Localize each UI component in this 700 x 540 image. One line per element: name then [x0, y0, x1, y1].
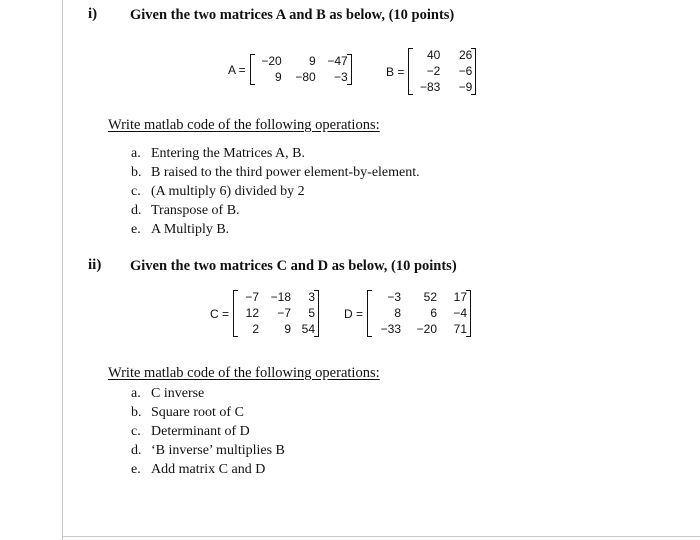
matrix-d-body [367, 290, 471, 337]
matrix-a-cell: 9 [309, 54, 316, 68]
task-label: a. [131, 146, 141, 161]
task-text: Entering the Matrices A, B. [151, 146, 305, 161]
question-1-number: i) [88, 6, 98, 22]
question-2-instruction: Write matlab code of the following operations: [108, 365, 380, 381]
task-label: a. [131, 386, 141, 401]
task-label: b. [131, 165, 142, 180]
matrix-a-cell: −20 [261, 54, 282, 68]
frame-bottom-line [62, 536, 700, 537]
matrix-d-cell: 52 [423, 290, 438, 304]
question-1-task-d [131, 203, 240, 219]
matrix-a-cell: −47 [327, 54, 348, 68]
task-text: C inverse [151, 386, 205, 401]
task-label: d. [131, 443, 142, 458]
question-2-task-a [131, 386, 204, 402]
matrix-c-cell: 5 [308, 306, 316, 320]
matrix-c-name: C = [210, 306, 230, 321]
matrix-a-cell: −3 [334, 70, 348, 84]
task-label: e. [131, 462, 141, 477]
matrix-b-cell: 26 [459, 48, 473, 62]
task-text: Determinant of D [151, 424, 250, 439]
question-2-task-b [131, 405, 244, 421]
task-text: A Multiply B. [151, 222, 230, 237]
question-2-title: Given the two matrices C and D as below, (10 points) [130, 258, 457, 274]
matrix-a [228, 54, 352, 85]
matrix-a-body [250, 54, 352, 85]
matrix-c-cell: −7 [277, 306, 292, 320]
matrix-b-cell: −2 [426, 64, 441, 78]
task-text: (A multiply 6) divided by 2 [151, 184, 305, 199]
matrix-d-cell: 6 [430, 306, 438, 320]
question-2-task-c [131, 424, 250, 440]
matrix-d-cell: 71 [453, 322, 468, 336]
matrix-d-cell: 8 [394, 306, 402, 320]
matrix-c-cell: 3 [308, 290, 316, 304]
matrix-d-cell: −33 [380, 322, 402, 336]
matrix-c-body [233, 290, 319, 337]
question-1-task-b [131, 165, 420, 181]
matrix-c [210, 290, 319, 337]
question-1-instruction: Write matlab code of the following operations: [108, 117, 380, 133]
task-label: c. [131, 184, 141, 199]
matrix-c-cell: −18 [270, 290, 292, 304]
question-2-task-d [131, 443, 285, 459]
matrix-c-cell: 54 [301, 322, 316, 336]
task-text: Square root of C [151, 405, 244, 420]
matrix-b-cell: −83 [420, 80, 441, 94]
matrix-d [344, 290, 471, 337]
task-label: e. [131, 222, 141, 237]
matrix-d-cell: −3 [387, 290, 402, 304]
question-1-task-c [131, 184, 305, 200]
question-1-title: Given the two matrices A and B as below, (10 points) [130, 7, 455, 23]
matrix-d-cell: 17 [453, 290, 468, 304]
task-label: b. [131, 405, 142, 420]
question-2-task-e [131, 462, 265, 478]
matrix-c-cell: 9 [284, 322, 292, 336]
task-label: d. [131, 203, 142, 218]
question-2-number: ii) [88, 257, 102, 273]
matrix-d-cell: −4 [453, 306, 468, 320]
task-label: c. [131, 424, 141, 439]
matrix-c-cell: −7 [245, 290, 260, 304]
task-text: B raised to the third power element-by-element. [151, 165, 420, 180]
matrix-b-name: B = [386, 64, 405, 79]
task-text: ‘B inverse’ multiplies B [151, 443, 285, 458]
matrix-a-name: A = [228, 62, 246, 77]
matrix-b-cell: −9 [458, 80, 473, 94]
matrix-b [386, 48, 476, 95]
task-text: Transpose of B. [151, 203, 240, 218]
matrix-c-cell: 2 [252, 322, 260, 336]
question-1-task-a [131, 146, 305, 162]
matrix-a-cell: 9 [275, 70, 282, 84]
matrix-c-cell: 12 [245, 306, 260, 320]
matrix-b-cell: −6 [458, 64, 473, 78]
matrix-b-cell: 40 [427, 48, 441, 62]
matrix-d-cell: −20 [416, 322, 438, 336]
question-1-task-e [131, 222, 229, 238]
matrix-a-cell: −80 [295, 70, 316, 84]
matrix-d-name: D = [344, 306, 364, 321]
task-text: Add matrix C and D [151, 462, 266, 477]
frame-left-line [62, 0, 63, 540]
matrix-b-body [408, 48, 476, 95]
